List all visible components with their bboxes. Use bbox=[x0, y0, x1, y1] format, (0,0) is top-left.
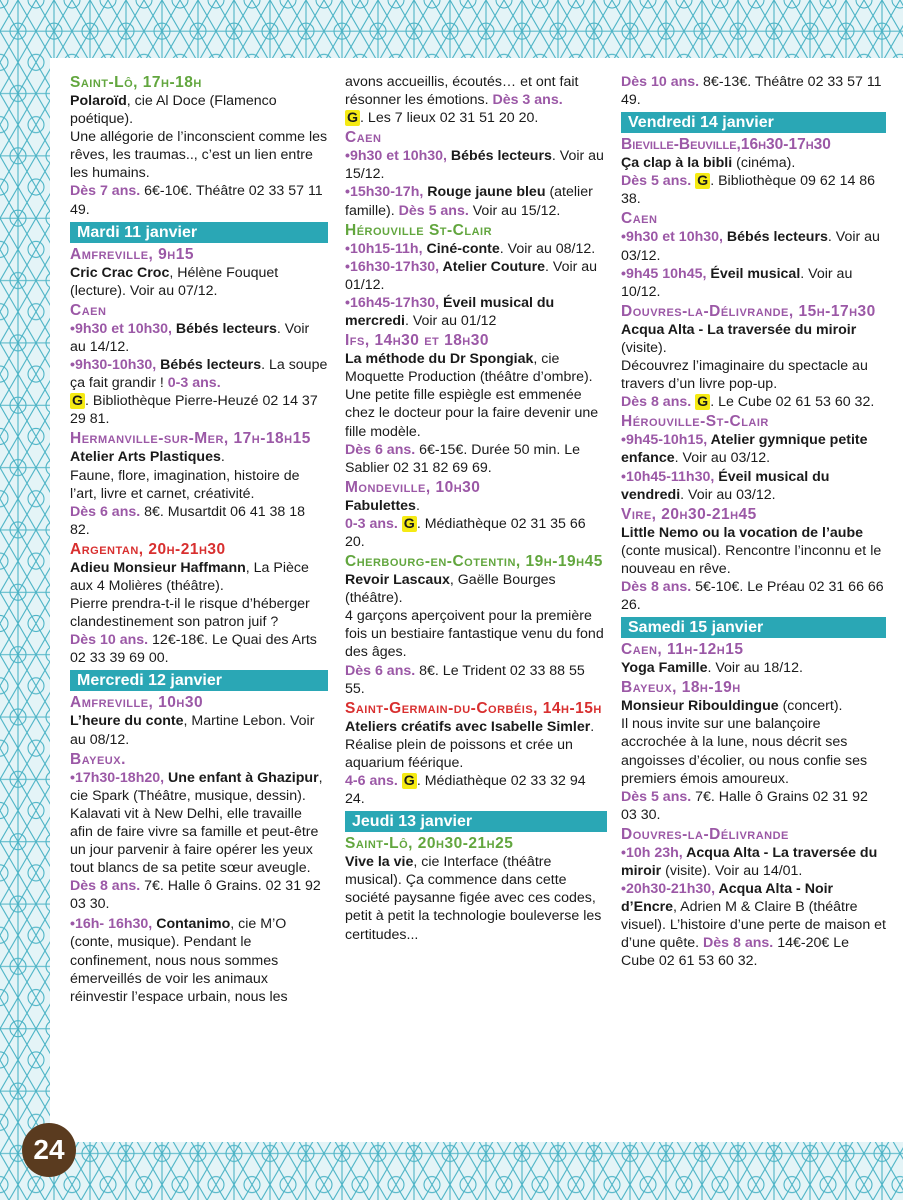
event-age: Dès 6 ans. bbox=[345, 441, 416, 458]
event-time: •9h30 et 10h30, bbox=[70, 320, 172, 337]
event-age: 4-6 ans. bbox=[345, 773, 398, 789]
event-time: •9h30 et 10h30, bbox=[345, 148, 447, 165]
event-description: 4 garçons aperçoivent pour la première fois un bestiaire fantastique venu du fond des âges. bbox=[345, 608, 604, 661]
event-age: Dès 8 ans. bbox=[703, 935, 774, 952]
day-header: Mardi 11 janvier bbox=[70, 222, 328, 243]
event-time: •9h30 et 10h30, bbox=[621, 229, 723, 246]
event-place: Hermanville-sur-Mer, 17h-18h15 bbox=[70, 430, 311, 448]
event-entry: Ifs, 14h30 et 18h30 La méthode du Dr Spongiak, cie Moquette Production (théâtre d’ombre). Une petite fille espiègle est emmenée chez le docteur pour la faire devenir une fille modèle. Dès 6 ans. 6€-15€. Durée 50 min. Le Sablier 02 31 82 69 69. bbox=[345, 332, 607, 477]
event-entry: Bayeux, 18h-19h Monsieur Ribouldingue (concert). Il nous invite sur une balançoire accrochée à la lune, nous décrit ses angoisses d’écolier, ou nous confie ses premiers émois amoureux. Dès 5 ans. 7€. Halle ô Grains 02 31 92 03 30. bbox=[621, 679, 886, 824]
event-title: Yoga Famille bbox=[621, 660, 708, 677]
event-entry: Caen •9h30 et 10h30, Bébés lecteurs. Voir au 15/12. •15h30-17h, Rouge jaune bleu (atelier famille). Dès 5 ans. Voir au 15/12. bbox=[345, 129, 607, 219]
event-entry: Douvres-la-Délivrande •10h 23h, Acqua Alta - La traversée du miroir (visite). Voir au 14/01. •20h30-21h30, Acqua Alta - Noir d’Encre, Adrien M & Claire B (théâtre visuel). L’histoire d’une perte de maison et d’une quête. Dès 8 ans. 14€-20€ Le Cube 02 61 53 60 32. bbox=[621, 825, 886, 970]
event-entry: Amfreville, 9h15 Cric Crac Croc, Hélène Fouquet (lecture). Voir au 07/12. bbox=[70, 246, 328, 300]
column-2 bbox=[345, 73, 607, 946]
event-place: Bayeux. bbox=[70, 750, 126, 768]
event-place: Caen bbox=[621, 210, 658, 228]
event-title: Ça clap à la bibli bbox=[621, 155, 733, 172]
event-place: Hérouville-St-Clair bbox=[621, 413, 769, 431]
event-age: Dès 6 ans. bbox=[345, 662, 416, 679]
event-time: •20h30-21h30, bbox=[621, 881, 716, 898]
event-title: Bébés lecteurs bbox=[156, 357, 262, 374]
event-entry: Bieville-Beuville,16h30-17h30 Ça clap à la bibli (cinéma). Dès 5 ans. G . Bibliothèque 09 62 14 86 38. bbox=[621, 136, 886, 208]
event-description: Pierre prendra-t-il le risque d’héberger clandestinement son patron juif ? bbox=[70, 596, 310, 631]
event-place: Caen bbox=[345, 129, 382, 147]
event-title: Little Nemo ou la vocation de l’aube bbox=[621, 524, 864, 541]
event-place: Cherbourg-en-Cotentin, 19h-19h45 bbox=[345, 553, 603, 571]
event-age: Dès 7 ans. bbox=[70, 183, 141, 200]
event-title: Atelier Arts Plastiques bbox=[70, 449, 221, 466]
event-time: •10h 23h, bbox=[621, 844, 683, 861]
event-place: Hérouville St-Clair bbox=[345, 221, 493, 239]
event-entry: Douvres-la-Délivrande, 15h-17h30 Acqua Alta - La traversée du miroir (visite). Découvrez l’imaginaire du spectacle au travers d’un livre pop-up. Dès 8 ans. G . Le Cube 02 61 53 60 32. bbox=[621, 303, 886, 411]
event-title: Contanimo bbox=[152, 916, 231, 933]
event-title: Bébés lecteurs bbox=[722, 229, 828, 246]
event-age: Dès 6 ans. bbox=[70, 503, 141, 520]
event-title: Bébés lecteurs bbox=[171, 320, 277, 337]
event-age: Dès 8 ans. bbox=[621, 578, 692, 595]
event-age: Dès 10 ans. bbox=[70, 632, 149, 649]
event-title: Ateliers créatifs avec Isabelle Simler bbox=[345, 718, 591, 735]
day-header: Mercredi 12 janvier bbox=[70, 670, 328, 691]
event-age: 0-3 ans. bbox=[345, 515, 398, 532]
event-time: •9h45 10h45, bbox=[621, 265, 707, 282]
event-description: Réalise plein de poissons et crée un aquarium féérique. bbox=[345, 736, 573, 771]
column-3 bbox=[621, 73, 886, 973]
event-description: Une allégorie de l’inconscient comme les rêves, les traumas.., c’est un lien entre les humains. bbox=[70, 129, 328, 182]
event-entry: Saint-Lô, 20h30-21h25 Vive la vie, cie Interface (théâtre musical). Ça commence dans cette société paysanne figée avec ces codes, petit à petit la technologie bouleverse les certitudes... bbox=[345, 835, 607, 943]
event-time: •16h45-17h30, bbox=[345, 294, 440, 311]
event-title: Acqua Alta - Noir d’Encre bbox=[621, 881, 834, 916]
event-title: Ciné-conte bbox=[422, 240, 500, 257]
event-title: Vive la vie bbox=[345, 854, 414, 871]
free-badge: G bbox=[403, 773, 415, 789]
event-entry: Cherbourg-en-Cotentin, 19h-19h45 Revoir Lascaux, Gaëlle Bourges (théâtre). 4 garçons aperçoivent pour la première fois un bestiaire fantastique venu du fond des âges. Dès 6 ans. 8€. Le Trident 02 33 88 55 55. bbox=[345, 553, 607, 698]
event-place: Saint-Lô, 17h-18h bbox=[70, 74, 202, 91]
event-entry: Hérouville-St-Clair •9h45-10h15, Atelier gymnique petite enfance. Voir au 03/12. •10h45-11h30, Éveil musical du vendredi. Voir au 03/12. bbox=[621, 413, 886, 503]
event-place: Argentan, 20h-21h30 bbox=[70, 540, 226, 558]
event-time: •17h30-18h20, bbox=[70, 769, 165, 786]
event-age: Dès 10 ans. bbox=[621, 74, 700, 90]
event-description: Découvrez l’imaginaire du spectacle au travers d’un livre pop-up. bbox=[621, 358, 868, 393]
event-entry: Caen, 11h-12h15 Yoga Famille. Voir au 18/12. bbox=[621, 641, 886, 677]
event-place: Caen bbox=[70, 301, 107, 319]
event-title: La méthode du Dr Spongiak bbox=[345, 351, 534, 368]
event-title: Éveil musical bbox=[706, 265, 801, 282]
event-title: Bébés lecteurs bbox=[446, 148, 552, 165]
event-entry: Vire, 20h30-21h45 Little Nemo ou la vocation de l’aube (conte musical). Rencontre l’inconnu et le nouveau en rêve. Dès 8 ans. 5€-10€. Le Préau 02 31 66 66 26. bbox=[621, 506, 886, 614]
event-place: Amfreville, 10h30 bbox=[70, 694, 204, 712]
event-entry: Saint-Lô, 17h-18h Polaroïd, cie Al Doce (Flamenco poétique). Une allégorie de l’inconscient comme les rêves, les traumas.., c’est un lien entre les humains. Dès 7 ans. 6€-10€. Théâtre 02 33 57 11 49. bbox=[70, 74, 328, 218]
event-age: Dès 5 ans. bbox=[621, 788, 692, 805]
event-title: Atelier gymnique petite enfance bbox=[621, 432, 868, 467]
day-header: Jeudi 13 janvier bbox=[345, 811, 607, 832]
event-place: Ifs, 14h30 et 18h30 bbox=[345, 332, 489, 350]
event-age: Dès 8 ans. bbox=[70, 878, 141, 895]
event-entry: Amfreville, 10h30 L’heure du conte, Martine Lebon. Voir au 08/12. bbox=[70, 694, 328, 748]
event-age: Dès 8 ans. bbox=[621, 394, 692, 411]
event-title: Cric Crac Croc bbox=[70, 264, 170, 281]
event-entry: Dès 10 ans. 8€-13€. Théâtre 02 33 57 11 49. bbox=[621, 74, 882, 109]
event-time: •16h- 16h30, bbox=[70, 916, 153, 933]
event-place: Douvres-la-Délivrande bbox=[621, 825, 789, 843]
event-place: Saint-Lô, 20h30-21h25 bbox=[345, 835, 514, 853]
event-title: Une enfant à Ghazipur bbox=[164, 769, 319, 786]
event-place: Caen, 11h-12h15 bbox=[621, 641, 744, 659]
event-age: Dès 5 ans. bbox=[621, 173, 692, 190]
free-badge: G bbox=[347, 110, 359, 127]
event-title: Rouge jaune bleu bbox=[423, 184, 546, 201]
event-place: Saint-Germain-du-Corbéis, 14h-15h bbox=[345, 699, 602, 717]
event-time: •16h30-17h30, bbox=[345, 258, 440, 275]
event-description: Il nous invite sur une balançoire accrochée à la lune, nous décrit ses angoisses d’écolier, ou nous confie ses premiers émois amoureux. bbox=[621, 716, 868, 787]
event-time: •10h15-11h, bbox=[345, 240, 423, 257]
event-description: Faune, flore, imagination, histoire de l’art, livre et carnet, créativité. bbox=[70, 467, 300, 502]
free-badge: G bbox=[697, 173, 709, 190]
event-title: Éveil musical du mercredi bbox=[345, 294, 555, 330]
event-title: Éveil musical du vendredi bbox=[621, 468, 830, 503]
event-description: Une petite fille espiègle est emmenée chez le docteur pour la faire devenir une fille modèle. bbox=[345, 387, 599, 440]
event-title: Adieu Monsieur Haffmann bbox=[70, 559, 246, 576]
event-time: •9h45-10h15, bbox=[621, 432, 708, 449]
event-entry: Hérouville St-Clair •10h15-11h, Ciné-conte. Voir au 08/12. •16h30-17h30, Atelier Couture. Voir au 01/12. •16h45-17h30, Éveil musical du mercredi. Voir au 01/12 bbox=[345, 222, 607, 330]
event-entry: Argentan, 20h-21h30 Adieu Monsieur Haffmann, La Pièce aux 4 Molières (théâtre). Pierre prendra-t-il le risque d’héberger clandestinement son patron juif ? Dès 10 ans. 12€-18€. Le Quai des Arts 02 33 39 69 00. bbox=[70, 541, 328, 668]
day-header: Samedi 15 janvier bbox=[621, 617, 886, 638]
content-panel bbox=[50, 58, 903, 1142]
event-place: Mondeville, 10h30 bbox=[345, 478, 481, 496]
event-entry: Hermanville-sur-Mer, 17h-18h15 Atelier Arts Plastiques. Faune, flore, imagination, histoire de l’art, livre et carnet, créativité. Dès 6 ans. 8€. Musartdit 06 41 38 18 82. bbox=[70, 430, 328, 538]
event-time: •15h30-17h, bbox=[345, 184, 424, 201]
event-place: Bieville-Beuville,16h30-17h30 bbox=[621, 136, 831, 154]
event-entry: Mondeville, 10h30 Fabulettes. 0-3 ans. G . Médiathèque 02 31 35 66 20. bbox=[345, 479, 607, 551]
event-time: •10h45-11h30, bbox=[621, 468, 715, 485]
event-age: Dès 3 ans. bbox=[492, 92, 563, 109]
event-place: Vire, 20h30-21h45 bbox=[621, 505, 757, 523]
event-title: Fabulettes bbox=[345, 497, 416, 514]
day-header: Vendredi 14 janvier bbox=[621, 112, 886, 133]
event-title: Revoir Lascaux bbox=[345, 572, 450, 589]
page-number: 24 bbox=[22, 1123, 76, 1177]
event-title: Polaroïd bbox=[70, 93, 127, 109]
event-entry: Bayeux. •17h30-18h20, Une enfant à Ghazipur, cie Spark (Théâtre, musique, dessin). Kalavati vit à New Delhi, elle travaille afin de faire vivre sa famille et peut-être un jour parvenir à faire opérer les yeux tout blancs de sa petite sœur aveugle. Dès 8 ans. 7€. Halle ô Grains. 02 31 92 03 30. •16h- 16h30, Contanimo, cie M’O (conte, musique). Pendant le confinement, nous nous sommes émerveillés de voir les animaux réinvestir l’espace urbain, nous les bbox=[70, 751, 328, 1006]
event-age: 0-3 ans. bbox=[167, 375, 221, 392]
event-title: L’heure du conte bbox=[70, 713, 184, 730]
free-badge: G bbox=[697, 394, 709, 411]
event-title: Acqua Alta - La traversée du miroir bbox=[621, 844, 878, 879]
event-age: Dès 5 ans. bbox=[398, 202, 469, 219]
event-entry: avons accueillis, écoutés… et ont fait résonner les émotions. Dès 3 ans. G . Les 7 lieux 02 31 51 20 20. bbox=[345, 74, 579, 127]
event-title: Atelier Couture bbox=[439, 258, 545, 275]
column-1 bbox=[70, 72, 328, 1008]
event-title: Acqua Alta - La traversée du miroir bbox=[621, 321, 857, 338]
event-title: Monsieur Ribouldingue bbox=[621, 698, 779, 715]
event-entry: Caen •9h30 et 10h30, Bébés lecteurs. Voir au 14/12. •9h30-10h30, Bébés lecteurs. La soupe ça fait grandir ! 0-3 ans. G . Bibliothèque Pierre-Heuzé 02 14 37 29 81. bbox=[70, 301, 328, 428]
free-badge: G bbox=[72, 393, 84, 410]
event-time: •9h30-10h30, bbox=[70, 357, 157, 374]
event-entry: Saint-Germain-du-Corbéis, 14h-15h Ateliers créatifs avec Isabelle Simler. Réalise plein de poissons et crée un aquarium féérique. 4-6 ans. G . Médiathèque 02 33 32 94 24. bbox=[345, 700, 607, 808]
event-place: Amfreville, 9h15 bbox=[70, 245, 194, 263]
free-badge: G bbox=[403, 515, 415, 532]
event-place: Bayeux, 18h-19h bbox=[621, 679, 741, 697]
event-entry: Caen •9h30 et 10h30, Bébés lecteurs. Voir au 03/12. •9h45 10h45, Éveil musical. Voir au 10/12. bbox=[621, 210, 886, 300]
event-place: Douvres-la-Délivrande, 15h-17h30 bbox=[621, 302, 876, 320]
